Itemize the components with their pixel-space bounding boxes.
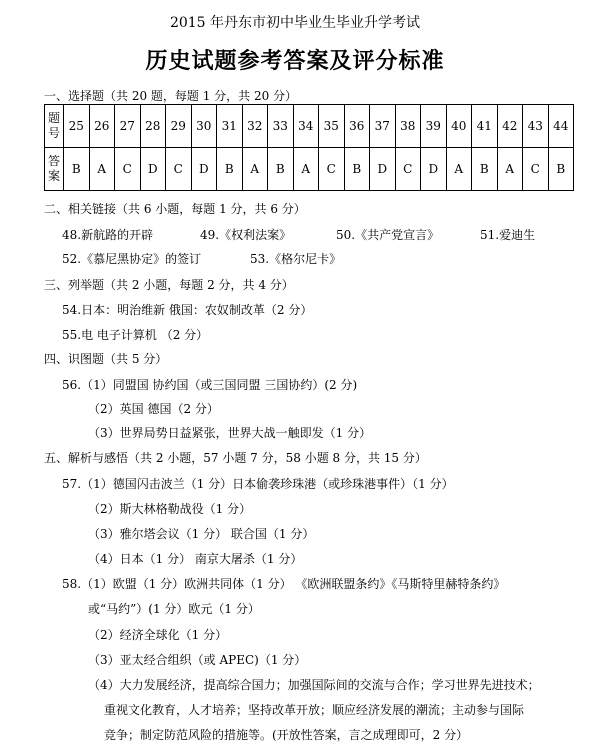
question-number: 34 [293, 105, 319, 148]
answer-cell: C [319, 148, 345, 191]
answer-57-4: （4）日本（1 分） 南京大屠杀（1 分） [88, 552, 303, 566]
answer-table [44, 104, 574, 191]
answer-cell: A [242, 148, 268, 191]
exam-subtitle: 2015 年丹东市初中毕业生毕业升学考试 [169, 15, 421, 31]
question-number: 39 [421, 105, 447, 148]
answer-55: 55.电 电子计算机 （2 分） [62, 328, 209, 342]
answer-cell: B [64, 148, 90, 191]
answer-58-1-cont: 或“马约”）(1 分）欧元（1 分） [88, 602, 260, 616]
answer-58-4: （4）大力发展经济，提高综合国力；加强国际间的交流与合作；学习世界先进技术； [88, 678, 540, 692]
answer-58-2: （2）经济全球化（1 分） [88, 628, 228, 642]
answer-cell: B [548, 148, 574, 191]
answer-49: 49.《权利法案》 [200, 228, 292, 242]
answer-56-3: （3）世界局势日益紧张，世界大战一触即发（1 分） [88, 426, 372, 440]
answer-cell: C [523, 148, 549, 191]
answer-57-2: （2）斯大林格勒战役（1 分） [88, 502, 252, 516]
answer-58-4-cont1: 重视文化教育，人才培养；坚持改革开放；顺应经济发展的潮流；主动参与国际 [104, 703, 525, 717]
question-number: 30 [191, 105, 217, 148]
question-number: 35 [319, 105, 345, 148]
question-number: 32 [242, 105, 268, 148]
answer-cell: B [217, 148, 243, 191]
answer-cell: D [140, 148, 166, 191]
answer-cell: D [421, 148, 447, 191]
answer-cell: A [497, 148, 523, 191]
answer-48: 48.新航路的开辟 [62, 228, 154, 242]
question-number: 41 [472, 105, 498, 148]
answer-cell: B [344, 148, 370, 191]
answer-cell: D [191, 148, 217, 191]
answer-50: 50.《共产党宣言》 [336, 228, 440, 242]
question-number: 44 [548, 105, 574, 148]
section3-heading: 三、列举题（共 2 小题，每题 2 分，共 4 分） [44, 278, 294, 292]
answer-cell: A [89, 148, 115, 191]
question-number-row [45, 105, 574, 148]
page-title: 历史试题参考答案及评分标准 [145, 48, 445, 74]
question-number: 27 [115, 105, 141, 148]
answer-58-4-cont2: 竞争；制定防范风险的措施等。(开放性答案，言之成理即可，2 分） [104, 728, 469, 742]
question-number: 43 [523, 105, 549, 148]
answer-cell: A [446, 148, 472, 191]
section1-heading: 一、选择题（共 20 题，每题 1 分，共 20 分） [44, 89, 298, 103]
question-number: 40 [446, 105, 472, 148]
answer-row [45, 148, 574, 191]
answer-cell: D [370, 148, 396, 191]
answer-cell: B [268, 148, 294, 191]
answer-56-2: （2）英国 德国（2 分） [88, 402, 219, 416]
answer-51: 51.爱迪生 [480, 228, 536, 242]
answer-56-1: 56.（1）同盟国 协约国（或三国同盟 三国协约）(2 分) [62, 378, 358, 392]
answer-57-1: 57.（1）德国闪击波兰（1 分）日本偷袭珍珠港（或珍珠港事件）（1 分） [62, 477, 454, 491]
question-number: 31 [217, 105, 243, 148]
section2-heading: 二、相关链接（共 6 小题，每题 1 分，共 6 分） [44, 202, 306, 216]
answer-cell: B [472, 148, 498, 191]
row-label-answer: 答 案 [45, 148, 64, 191]
question-number: 33 [268, 105, 294, 148]
answer-cell: C [395, 148, 421, 191]
question-number: 26 [89, 105, 115, 148]
section5-heading: 五、解析与感悟（共 2 小题，57 小题 7 分，58 小题 8 分，共 15 分） [44, 451, 427, 465]
answer-cell: A [293, 148, 319, 191]
answer-58-1: 58.（1）欧盟（1 分）欧洲共同体（1 分） 《欧洲联盟条约》《马斯特里赫特条约》 [62, 577, 506, 591]
answer-52: 52.《慕尼黑协定》的签订 [62, 252, 202, 266]
answer-cell: C [166, 148, 192, 191]
question-number: 37 [370, 105, 396, 148]
question-number: 28 [140, 105, 166, 148]
row-label-question: 题 号 [45, 105, 64, 148]
answer-cell: C [115, 148, 141, 191]
question-number: 36 [344, 105, 370, 148]
answer-57-3: （3）雅尔塔会议（1 分） 联合国（1 分） [88, 527, 315, 541]
question-number: 25 [64, 105, 90, 148]
question-number: 42 [497, 105, 523, 148]
question-number: 29 [166, 105, 192, 148]
section4-heading: 四、识图题（共 5 分） [44, 352, 168, 366]
answer-53: 53.《格尔尼卡》 [250, 252, 342, 266]
answer-58-3: （3）亚太经合组织（或 APEC)（1 分） [88, 653, 307, 667]
question-number: 38 [395, 105, 421, 148]
answer-54: 54.日本：明治维新 俄国：农奴制改革（2 分） [62, 303, 313, 317]
